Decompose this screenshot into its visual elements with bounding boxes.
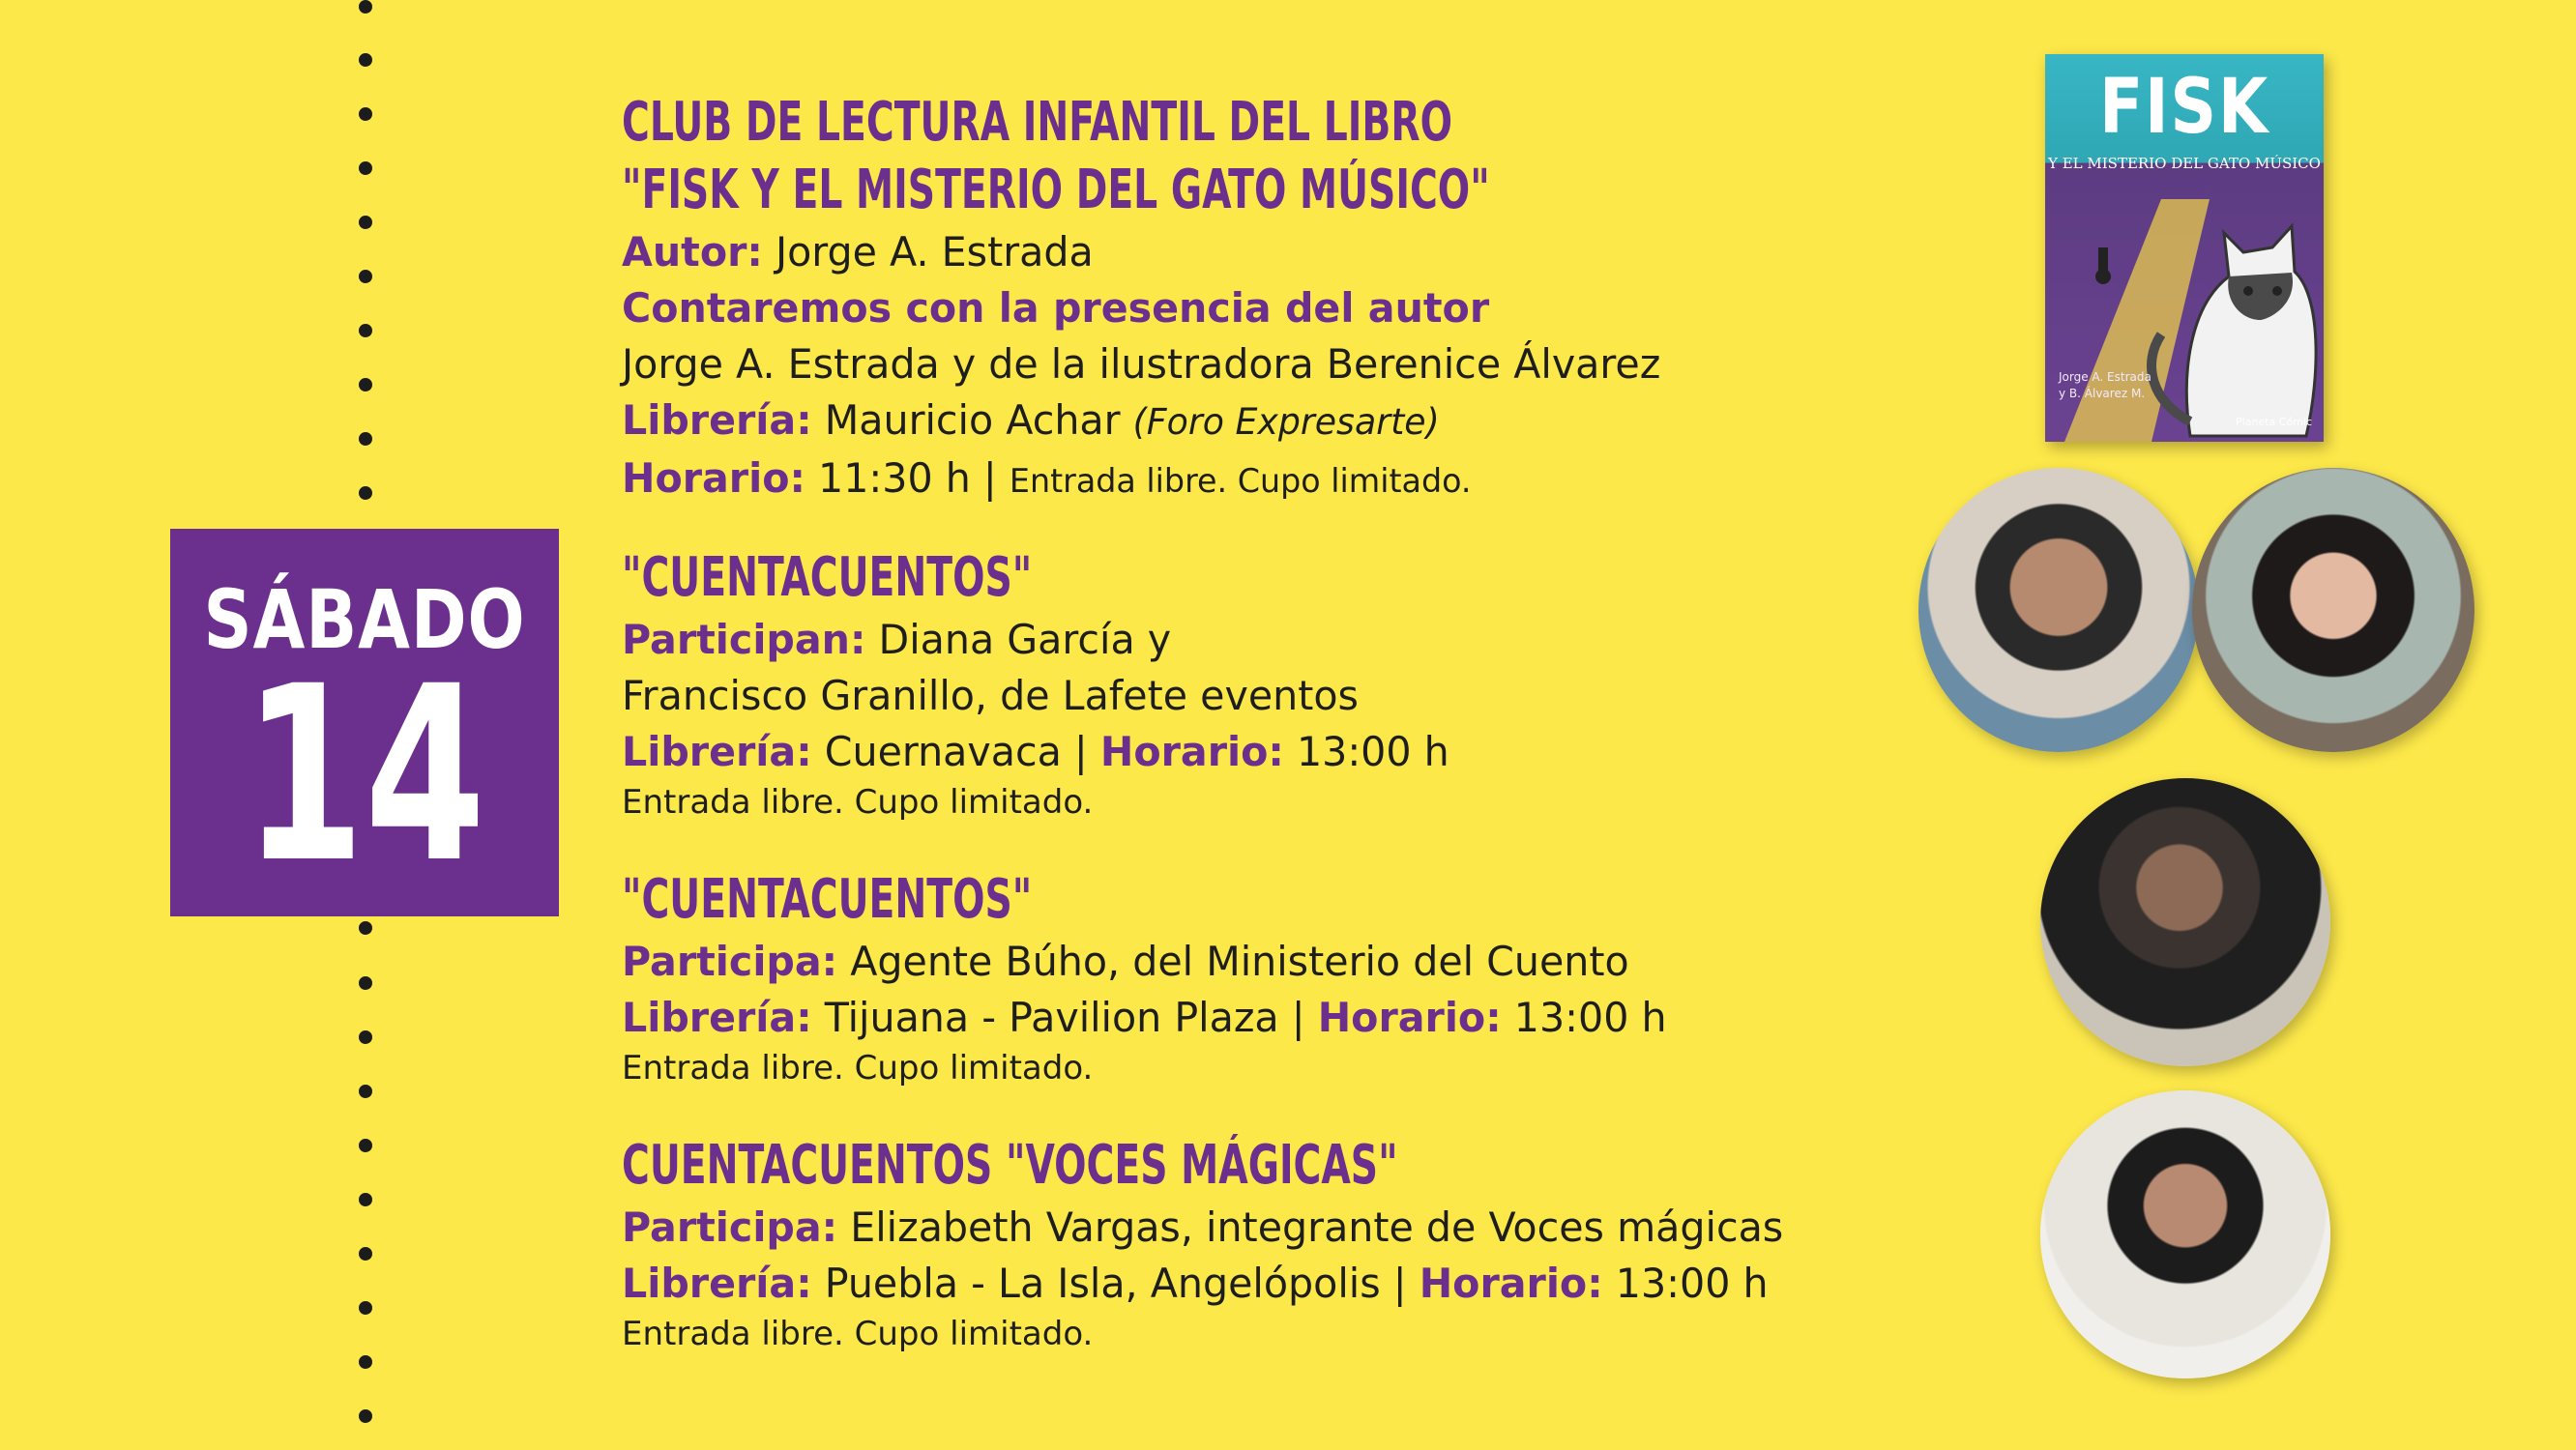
event-club-lectura	[622, 89, 1735, 509]
entry-note: Entrada libre. Cupo limitado.	[622, 1049, 1094, 1088]
photo-agente-buho	[2040, 778, 2330, 1066]
timeline-dot	[359, 1355, 372, 1369]
store-value: Puebla - La Isla, Angelópolis	[824, 1260, 1381, 1307]
participants-line-2: Francisco Granillo, de Lafete eventos	[622, 672, 1360, 719]
participants-line	[622, 612, 1449, 668]
entry-note: Entrada libre. Cupo limitado.	[622, 1315, 1094, 1353]
timeline-dot	[359, 1409, 372, 1423]
timeline-dot	[359, 1030, 372, 1044]
timeline-dot	[359, 486, 372, 500]
time-value: 13:00 h	[1296, 728, 1449, 775]
store-time-line	[622, 724, 1449, 780]
participants-label: Participa:	[622, 1204, 838, 1251]
store-note: (Foro Expresarte)	[1132, 401, 1440, 443]
time-label: Horario:	[1317, 994, 1502, 1041]
entry-note: Entrada libre. Cupo limitado.	[622, 783, 1094, 822]
book-title: FISK	[2099, 64, 2269, 151]
timeline-dot	[359, 921, 372, 935]
store-label: Librería:	[622, 994, 812, 1041]
timeline-dot	[359, 1085, 372, 1098]
event-title: CUENTACUENTOS "VOCES MÁGICAS"	[622, 1134, 1398, 1197]
event-cuentacuentos-cuernavaca	[622, 544, 1466, 825]
event-cuentacuentos-tijuana	[622, 866, 1688, 1090]
separator: |	[1073, 728, 1088, 775]
event-title-line: CLUB DE LECTURA INFANTIL DEL LIBRO	[622, 91, 1453, 154]
time-label: Horario:	[622, 454, 805, 502]
participants-line	[622, 1200, 1783, 1256]
timeline-dot	[359, 53, 372, 67]
timeline-dot	[359, 1139, 372, 1152]
photo-illustrator-berenice	[2192, 468, 2474, 752]
store-value: Cuernavaca	[824, 728, 1062, 775]
time-value: 13:00 h	[1615, 1260, 1769, 1307]
timeline-dot	[359, 107, 372, 121]
store-line	[622, 392, 1712, 450]
photo-elizabeth-vargas	[2040, 1090, 2330, 1378]
timeline-dot	[359, 378, 372, 392]
timeline-dot	[359, 432, 372, 446]
store-time-line	[622, 1256, 1783, 1312]
day-badge	[170, 529, 559, 916]
photo-author-jorge	[1918, 468, 2199, 752]
book-authors	[2059, 369, 2152, 402]
separator: |	[1392, 1260, 1407, 1307]
presence-detail: Jorge A. Estrada y de la ilustradora Berenice Álvarez	[622, 340, 1661, 388]
participants-label: Participan:	[622, 616, 866, 663]
entry-note: Entrada libre. Cupo limitado.	[1009, 462, 1472, 501]
store-time-line	[622, 990, 1667, 1046]
day-number: 14	[243, 634, 486, 915]
time-value: 11:30 h	[818, 454, 971, 502]
timeline-dot	[359, 1247, 372, 1261]
book-author: y B. Álvarez M.	[2059, 387, 2146, 400]
store-label: Librería:	[622, 396, 812, 444]
event-title: "CUENTACUENTOS"	[622, 546, 1033, 609]
participants-label: Participa:	[622, 938, 838, 985]
author-line	[622, 224, 1712, 280]
time-line	[622, 450, 1712, 509]
participants-value: Diana García y	[878, 616, 1172, 663]
book-publisher: Planeta Cómic	[2236, 416, 2312, 428]
book-cover-image	[2045, 54, 2324, 442]
separator: |	[982, 454, 997, 502]
timeline-dot	[359, 270, 372, 283]
store-label: Librería:	[622, 728, 812, 775]
event-voces-magicas	[622, 1132, 1807, 1356]
store-label: Librería:	[622, 1260, 812, 1307]
timeline-dot	[359, 161, 372, 175]
timeline-dot	[359, 1193, 372, 1206]
timeline-dot	[359, 0, 372, 14]
timeline-dot	[359, 324, 372, 337]
participants-value: Elizabeth Vargas, integrante de Voces mágicas	[850, 1204, 1784, 1251]
book-subtitle: Y EL MISTERIO DEL GATO MÚSICO	[2048, 155, 2321, 172]
separator: |	[1291, 994, 1305, 1041]
author-value: Jorge A. Estrada	[775, 228, 1094, 276]
book-author: Jorge A. Estrada	[2059, 370, 2152, 384]
event-title: "CUENTACUENTOS"	[622, 868, 1033, 931]
store-value: Mauricio Achar	[824, 396, 1121, 444]
time-value: 13:00 h	[1513, 994, 1667, 1041]
presence-text: Contaremos con la presencia del autor	[622, 284, 1490, 332]
time-label: Horario:	[1099, 728, 1284, 775]
participants-line	[622, 934, 1667, 990]
participants-value: Agente Búho, del Ministerio del Cuento	[850, 938, 1629, 985]
event-title-line: "FISK Y EL MISTERIO DEL GATO MÚSICO"	[622, 159, 1490, 221]
time-label: Horario:	[1419, 1260, 1603, 1307]
timeline-dot	[359, 976, 372, 990]
store-value: Tijuana - Pavilion Plaza	[824, 994, 1279, 1041]
author-label: Autor:	[622, 228, 763, 276]
timeline-dot	[359, 1301, 372, 1315]
timeline-dot	[359, 216, 372, 229]
day-name: SÁBADO	[203, 572, 526, 667]
